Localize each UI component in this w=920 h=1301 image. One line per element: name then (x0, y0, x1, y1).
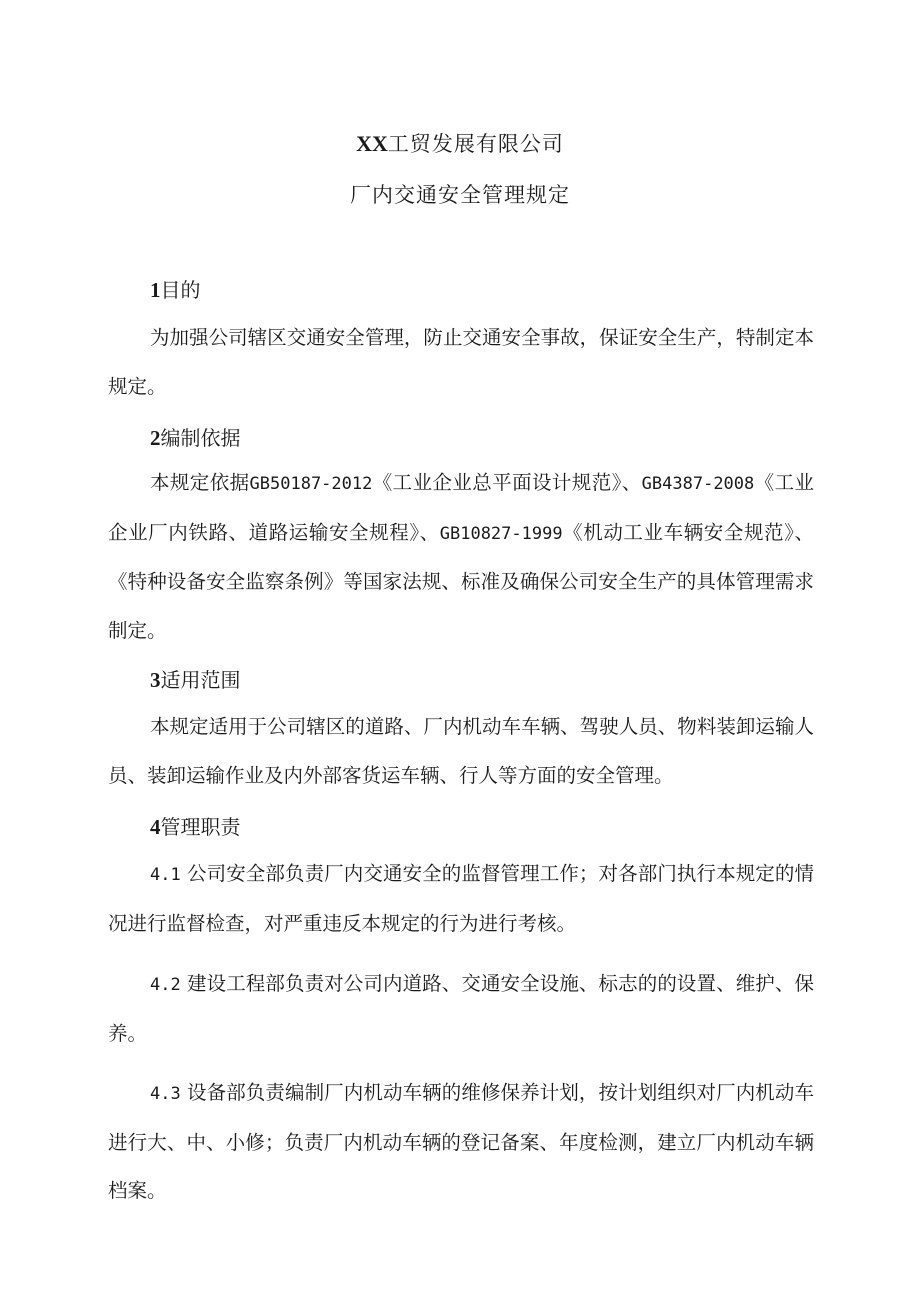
paragraph-4-1 (108, 850, 814, 948)
basis-text-2: 《工业企业总平面设计规范》、 (372, 471, 642, 494)
section-heading-scope (150, 664, 241, 693)
clause-number: 4.2 (150, 975, 181, 995)
section-heading-responsibilities (150, 811, 241, 840)
section-heading-basis (150, 422, 241, 451)
clause-text: 公司安全部负责厂内交通安全的监督管理工作；对各部门执行本规定的情况进行监督检查，对严重违反本规定的行为进行考核。 (108, 862, 814, 935)
section-number: 2 (150, 426, 161, 450)
company-name (0, 128, 920, 158)
section-number: 4 (150, 815, 161, 839)
paragraph-purpose: 为加强公司辖区交通安全管理，防止交通安全事故，保证安全生产，特制定本规定。 (108, 326, 814, 398)
paragraph-4-2 (108, 960, 814, 1058)
paragraph-scope: 本规定适用于公司辖区的道路、厂内机动车车辆、驾驶人员、物料装卸运输人员、装卸运输作业及内外部客货运车辆、行人等方面的安全管理。 (108, 715, 814, 787)
company-name-prefix: XX (356, 131, 388, 156)
section-title: 编制依据 (160, 426, 241, 450)
section-number: 1 (150, 278, 161, 302)
basis-text-4: 《机动工业车辆安全规范》、《特种设备安全监察条例》等国家法规、标准及确保公司安全生产的具体管理需求制定。 (108, 520, 814, 642)
section-number: 3 (150, 668, 161, 692)
standard-code-gb4387: GB4387-2008 (641, 474, 755, 494)
document-title: 厂内交通安全管理规定 (350, 183, 570, 207)
section-title: 管理职责 (160, 815, 241, 839)
section-title: 适用范围 (160, 668, 241, 692)
clause-text: 建设工程部负责对公司内道路、交通安全设施、标志的的设置、维护、保养。 (108, 972, 814, 1045)
standard-code-gb10827: GB10827-1999 (439, 523, 563, 544)
basis-text-3: 《工业企业厂内铁路、道路运输安全规程》、 (108, 471, 814, 544)
section-title: 目的 (160, 278, 201, 302)
clause-text: 设备部负责编制厂内机动车辆的维修保养计划，按计划组织对厂内机动车进行大、中、小修；负责厂内机动车辆的登记备案、年度检测，建立厂内机动车辆档案。 (108, 1081, 814, 1202)
section-heading-purpose (150, 274, 201, 303)
clause-number: 4.3 (150, 1084, 181, 1104)
paragraph-basis (108, 459, 814, 655)
clause-number: 4.1 (150, 865, 181, 885)
standard-code-gb50187: GB50187-2012 (249, 474, 373, 494)
company-name-rest: 工贸发展有限公司 (387, 132, 564, 156)
paragraph-4-3 (108, 1069, 814, 1216)
basis-text-1: 本规定依据 (150, 471, 250, 494)
